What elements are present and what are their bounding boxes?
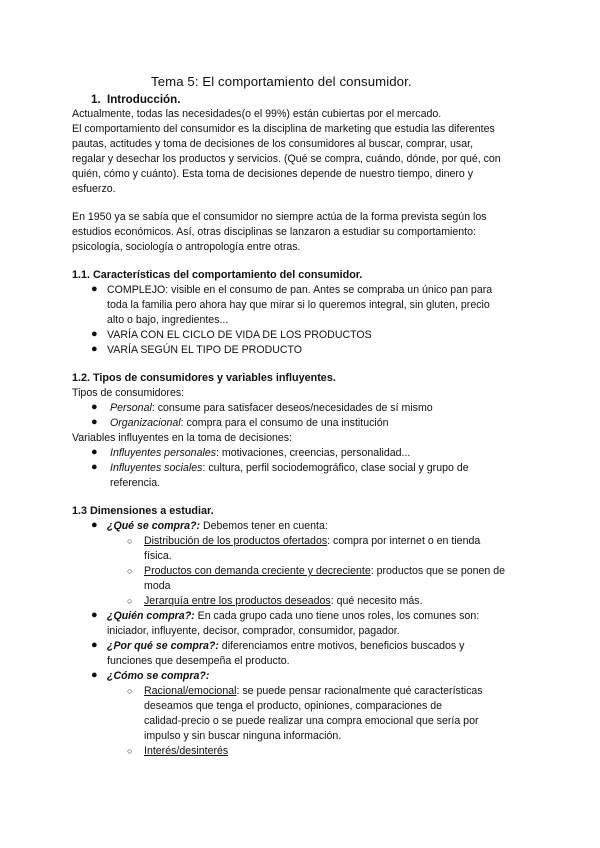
intro-paragraph-2-line: pautas, actitudes y toma de decisiones de los consumidores al buscar, comprar, usar,	[72, 138, 474, 150]
list-item-quien-compra-cont: iniciador, influyente, decisor, comprador, consumidor, pagador.	[107, 625, 400, 637]
bullet-icon: ●	[91, 328, 98, 340]
sub-item-racional-cont: impulso y sin buscar ninguna información.	[144, 730, 342, 742]
question-por-que-se-compra-desc: diferenciamos entre motivos, beneficios buscados y	[218, 640, 465, 652]
sub-term-distribucion: Distribución de los productos ofertados	[144, 535, 328, 547]
bullet-icon: ●	[91, 401, 98, 413]
bullet-icon: ●	[91, 609, 98, 621]
sub-item-distribucion-cont: física.	[144, 550, 172, 562]
list-item-quien-compra	[107, 609, 479, 624]
sub-term-racional: Racional/emocional	[144, 685, 237, 697]
list-item-ciclo-vida: VARÍA CON EL CICLO DE VIDA DE LOS PRODUCTOS	[107, 329, 372, 341]
question-que-se-compra-desc: Debemos tener en cuenta:	[200, 520, 328, 532]
term-personal: Personal	[110, 402, 152, 414]
section-heading-1-2: 1.2. Tipos de consumidores y variables influyentes.	[72, 372, 336, 384]
circle-bullet-icon: ○	[127, 596, 133, 606]
term-influyentes-personales-desc: : motivaciones, creencias, personalidad...	[216, 447, 411, 459]
intro-paragraph-3-line: En 1950 ya se sabía que el consumidor no siempre actúa de la forma prevista según los	[72, 211, 487, 223]
list-item-influyentes-sociales-cont: referencia.	[110, 477, 161, 489]
question-quien-compra: ¿Quién compra?:	[107, 610, 195, 622]
circle-bullet-icon: ○	[127, 746, 133, 756]
list-item-complejo: COMPLEJO: visible en el consumo de pan. Antes se compraba un único pan para	[107, 284, 493, 296]
sub-item-jerarquia	[144, 594, 423, 609]
bullet-icon: ●	[91, 669, 98, 681]
sub-term-demanda-desc: : productos que se ponen de	[370, 565, 506, 577]
sub-item-racional	[144, 684, 483, 699]
list-item-complejo-cont: toda la familia pero ahora hay que mirar si lo queremos integral, sin gluten, precio	[107, 299, 490, 311]
list-item-organizacional	[110, 416, 389, 431]
question-que-se-compra: ¿Qué se compra?:	[107, 520, 201, 532]
section-number: 1.	[91, 93, 101, 106]
sub-term-racional-desc: : se puede pensar racionalmente qué características	[236, 685, 483, 697]
bullet-icon: ●	[91, 461, 98, 473]
section-heading-1-1: 1.1. Características del comportamiento del consumidor.	[72, 269, 363, 281]
list-item-por-que-se-compra	[107, 639, 464, 654]
circle-bullet-icon: ○	[127, 566, 133, 576]
circle-bullet-icon: ○	[127, 536, 133, 546]
list-item-por-que-se-compra-cont: funciones que desempeña el producto.	[107, 655, 290, 667]
section-heading-intro: Introducción.	[107, 93, 181, 106]
sub-item-racional-cont: calidad-precio o se puede realizar una compra emocional que sería por	[144, 715, 479, 727]
list-item-influyentes-personales	[110, 446, 410, 461]
bullet-icon: ●	[91, 343, 98, 355]
types-label: Tipos de consumidores:	[72, 387, 185, 399]
sub-term-demanda: Productos con demanda creciente y decreciente	[144, 565, 371, 577]
sub-item-demanda-cont: moda	[144, 580, 171, 592]
list-item-complejo-cont: alto o bajo, ingredientes...	[107, 314, 229, 326]
bullet-icon: ●	[91, 639, 98, 651]
intro-paragraph-3-line: estudios económicos. Así, otras disciplinas se lanzaron a estudiar su comportamiento:	[72, 226, 476, 238]
intro-paragraph-2-line: quién, cómo y cuánto). Esta toma de decisiones depende de nuestro tiempo, dinero y	[72, 168, 474, 180]
intro-paragraph-2-line: regalar y desechar los productos y servicios. (Qué se compra, cuándo, dónde, por qué, con	[72, 153, 501, 165]
sub-item-distribucion	[144, 534, 480, 549]
sub-item-racional-cont: deseamos que tenga el producto, opiniones, comparaciones de	[144, 700, 443, 712]
section-heading-1-3: 1.3 Dimensiones a estudiar.	[72, 505, 214, 517]
list-item-personal	[110, 401, 433, 416]
sub-term-interes: Interés/desinterés	[144, 745, 229, 757]
question-como-se-compra: ¿Cómo se compra?:	[107, 670, 210, 682]
sub-term-jerarquia-desc: : qué necesito más.	[330, 595, 423, 607]
intro-paragraph-3-line: psicología, sociología o antropología entre otras.	[72, 241, 301, 253]
question-por-que-se-compra: ¿Por qué se compra?:	[107, 640, 219, 652]
variables-label: Variables influyentes en la toma de decisiones:	[72, 432, 293, 444]
list-item-que-se-compra	[107, 519, 328, 534]
intro-paragraph-1: Actualmente, todas las necesidades(o el 99%) están cubiertas por el mercado.	[72, 108, 442, 120]
page-title: Tema 5: El comportamiento del consumidor.	[151, 74, 412, 89]
sub-term-jerarquia: Jerarquía entre los productos deseados	[144, 595, 331, 607]
bullet-icon: ●	[91, 283, 98, 295]
term-organizacional-desc: : compra para el consumo de una institución	[180, 417, 389, 429]
intro-paragraph-2-line: esfuerzo.	[72, 183, 116, 195]
sub-item-demanda	[144, 564, 505, 579]
circle-bullet-icon: ○	[127, 686, 133, 696]
list-item-influyentes-sociales	[110, 461, 469, 476]
intro-paragraph-2-line: El comportamiento del consumidor es la disciplina de marketing que estudia las diferentes	[72, 123, 495, 135]
bullet-icon: ●	[91, 446, 98, 458]
term-influyentes-personales: Influyentes personales	[110, 447, 217, 459]
bullet-icon: ●	[91, 416, 98, 428]
term-influyentes-sociales: Influyentes sociales	[110, 462, 203, 474]
term-organizacional: Organizacional	[110, 417, 181, 429]
list-item-tipo-producto: VARÍA SEGÚN EL TIPO DE PRODUCTO	[107, 344, 303, 356]
term-influyentes-sociales-desc: : cultura, perfil sociodemográfico, clase social y grupo de	[202, 462, 469, 474]
question-quien-compra-desc: En cada grupo cada uno tiene unos roles, los comunes son:	[194, 610, 480, 622]
sub-term-distribucion-desc: : compra por internet o en tienda	[327, 535, 481, 547]
bullet-icon: ●	[91, 519, 98, 531]
term-personal-desc: : consume para satisfacer deseos/necesidades de sí mismo	[151, 402, 433, 414]
